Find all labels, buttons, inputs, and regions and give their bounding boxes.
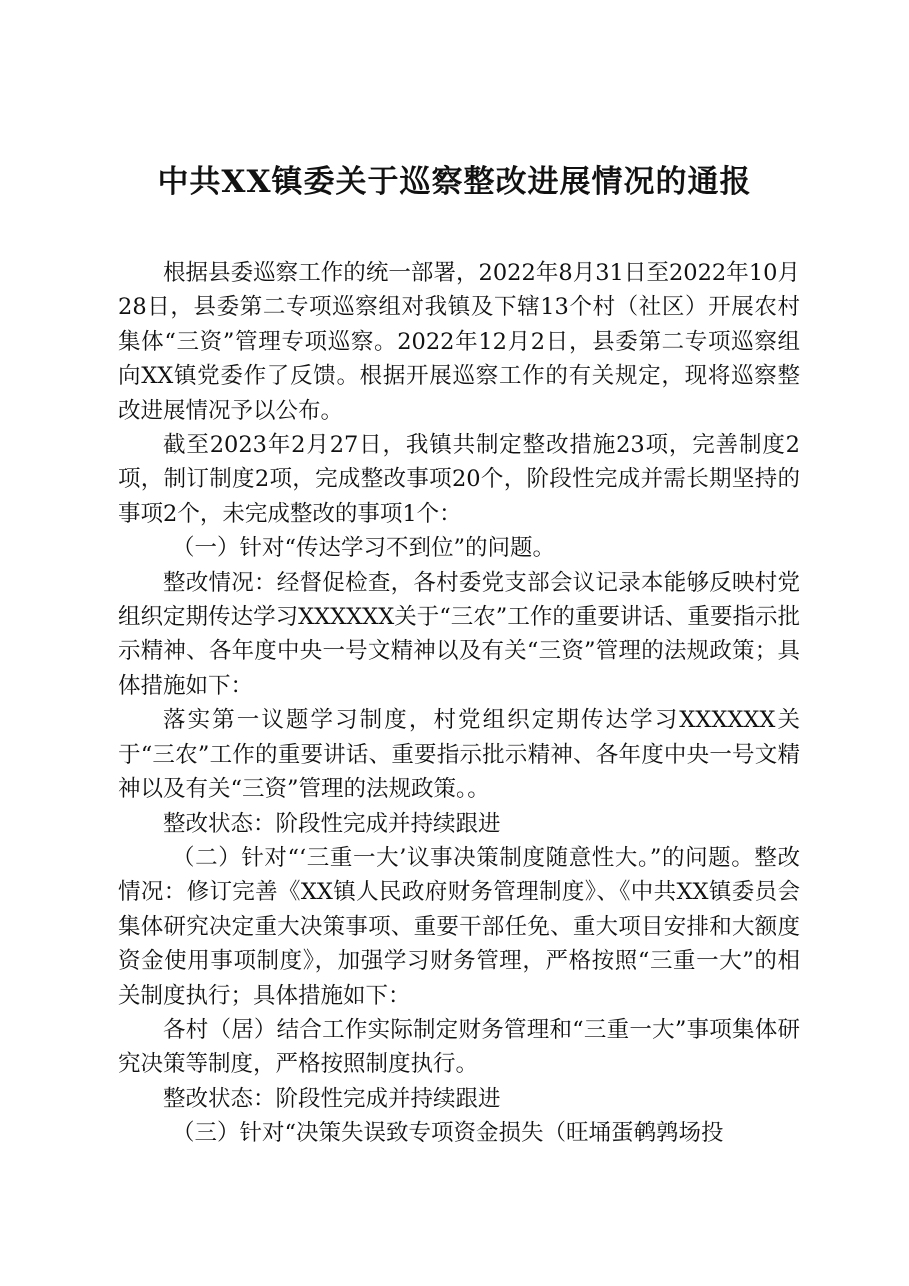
section-heading-3: （三）针对“决策失误致专项资金损失（旺埇蛋鹌鹑场投: [172, 1120, 724, 1147]
section-heading-2: （二）针对“‘三重一大’议事决策制度随意性大。”的问题。整改情况：修订完善《XX镇人民政府财务管理制度》、《中共XX镇委员会集体研究决定重大决策事项、重要干部任免、重大项目安排和大额度资金使用事项制度》，加强学习财务管理，严格按照“三重一大”的相关制度执行；具体措施如下：: [118, 844, 800, 1009]
paragraph-status-2: 整改状态：阶段性完成并持续跟进: [163, 1085, 501, 1112]
paragraph-status-1: 整改状态：阶段性完成并持续跟进: [163, 810, 501, 837]
document-title: 中共XX镇委关于巡察整改进展情况的通报: [157, 164, 752, 200]
paragraph-intro: 根据县委巡察工作的统一部署，2022年8月31日至2022年10月28日，县委第二专项巡察组对我镇及下辖13个村（社区）开展农村集体“三资”管理专项巡察。2022年12月2日，县委第二专项巡察组向XX镇党委作了反馈。根据开展巡察工作的有关规定，现将巡察整改进展情况予以公布。: [118, 260, 800, 424]
paragraph-summary: 截至2023年2月27日，我镇共制定整改措施23项，完善制度2项，制订制度2项，完成整改事项20个，阶段性完成并需长期坚持的事项2个，未完成整改的事项1个：: [118, 432, 800, 527]
paragraph-rectification-1: 整改情况：经督促检查，各村委党支部会议记录本能够反映村党组织定期传达学习XXXXXX关于“三农”工作的重要讲话、重要指示批示精神、各年度中央一号文精神以及有关“三资”管理的法规政策；具体措施如下：: [118, 569, 800, 699]
document-body: [118, 256, 800, 1151]
paragraph-measures-2: 各村（居）结合工作实际制定财务管理和“三重一大”事项集体研究决策等制度，严格按照制度执行。: [118, 1016, 800, 1078]
section-heading-1: （一）针对“传达学习不到位”的问题。: [172, 535, 556, 562]
paragraph-measures-1: 落实第一议题学习制度，村党组织定期传达学习XXXXXX关于“三农”工作的重要讲话、重要指示批示精神、各年度中央一号文精神以及有关“三资”管理的法规政策。。: [118, 707, 800, 803]
